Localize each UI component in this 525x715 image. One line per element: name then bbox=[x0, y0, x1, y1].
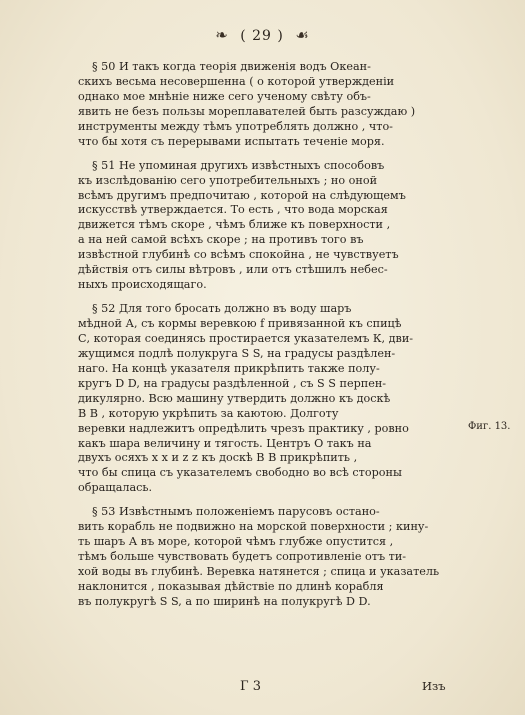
text-line: веревки надлежитъ опредѣлить чрезъ практику , ровно bbox=[78, 421, 409, 435]
text-line: кругъ D D, на градусы раздѣленной , съ S S перпен- bbox=[78, 376, 387, 390]
text-line: движется тѣмъ скоре , чѣмъ ближе къ поверхности , bbox=[78, 218, 391, 232]
paragraph bbox=[78, 505, 456, 610]
text-line: ныхъ происходящаго. bbox=[78, 278, 207, 292]
text-line: жущимся подлѣ полукруга S S, на градусы раздѣлен- bbox=[78, 346, 396, 360]
text-line: искусствѣ утверждается. То есть , что вода морская bbox=[78, 203, 388, 217]
text-line: § 53 Извѣстнымъ положеніемъ парусовъ остано- bbox=[92, 505, 380, 519]
text-line: В В , которую укрѣпить за каютою. Долготу bbox=[78, 406, 339, 420]
text-line: инструменты между тѣмъ употреблять должно , что- bbox=[78, 119, 393, 133]
text-line: что бы хотя съ перерывами испытать теченіе моря. bbox=[78, 134, 385, 148]
text-line: мѣдной А, съ кормы веревкою f привязанной къ спицѣ bbox=[78, 317, 402, 330]
text-line: явить не безъ пользы мореплавателей быть разсуждаю ) bbox=[78, 104, 416, 118]
text-line: вить корабль не подвижно на морской поверхности ; кину- bbox=[78, 520, 429, 534]
paragraph bbox=[78, 60, 456, 150]
body-text bbox=[78, 60, 456, 612]
paragraph bbox=[78, 159, 456, 293]
text-line: дѣйствія отъ силы вѣтровъ , или отъ стѣшилъ небес- bbox=[78, 263, 388, 277]
signature-mark: Г 3 bbox=[240, 679, 262, 694]
text-line: какъ шара величину и тягость. Центръ О такъ на bbox=[78, 436, 372, 450]
paragraph-gap bbox=[78, 498, 456, 505]
right-ornament-icon: ☙ bbox=[295, 26, 310, 44]
text-line: дикулярно. Всю машину утвердить должно къ доскѣ bbox=[78, 391, 391, 405]
text-line: обращалась. bbox=[78, 481, 153, 495]
text-line: хой воды въ глубинѣ. Веревка натянется ; спица и указатель bbox=[78, 565, 440, 578]
text-line: наго. На концѣ указателя прикрѣпить также полу- bbox=[78, 361, 380, 375]
text-line: а на ней самой всѣхъ скоре ; на противъ того въ bbox=[78, 233, 364, 247]
text-line: къ изслѣдованію сего употребительныхъ ; но оной bbox=[78, 173, 378, 187]
text-line: ть шаръ А въ море, которой чѣмъ глубже опустится , bbox=[78, 535, 394, 549]
page-header bbox=[0, 26, 525, 44]
text-line: извѣстной глубинѣ со всѣмъ спокойна , не чувствуетъ bbox=[78, 248, 399, 262]
text-line: что бы спица съ указателемъ свободно во всѣ стороны bbox=[78, 466, 402, 480]
text-line: скихъ весьма несовершенна ( о которой утвержденіи bbox=[78, 74, 395, 88]
text-line: § 50 И такъ когда теорія движенія водъ Океан- bbox=[92, 60, 371, 73]
paragraph-gap bbox=[78, 295, 456, 302]
catchword: Изъ bbox=[422, 679, 446, 693]
page-number: ( 29 ) bbox=[240, 28, 284, 44]
text-line: въ полукругѣ S S, а по ширинѣ на полукругѣ D D. bbox=[78, 594, 371, 608]
figure-reference: Фиг. 13. bbox=[468, 421, 511, 432]
text-line: § 52 Для того бросать должно въ воду шаръ bbox=[92, 302, 352, 316]
text-line: наклонится , показывая дѣйствіе по длинѣ корабля bbox=[78, 579, 384, 593]
text-line: § 51 Не упоминая другихъ извѣстныхъ способовъ bbox=[92, 158, 385, 172]
text-line: однако мое мнѣніе ниже сего ученому свѣту объ- bbox=[78, 89, 371, 103]
text-line: С, которая соединясь простирается указателемъ К, дви- bbox=[78, 331, 414, 345]
text-line: всѣмъ другимъ предпочитаю , которой на слѣдующемъ bbox=[78, 188, 406, 202]
text-line: двухъ осяхъ x x и z z къ доскѣ В В прикрѣпить , bbox=[78, 451, 358, 465]
paragraph-gap bbox=[78, 152, 456, 159]
paragraph bbox=[78, 302, 456, 496]
left-ornament-icon: ❧ bbox=[215, 26, 229, 44]
text-line: тѣмъ больше чувствовать будетъ сопротивленіе отъ ти- bbox=[78, 550, 407, 564]
